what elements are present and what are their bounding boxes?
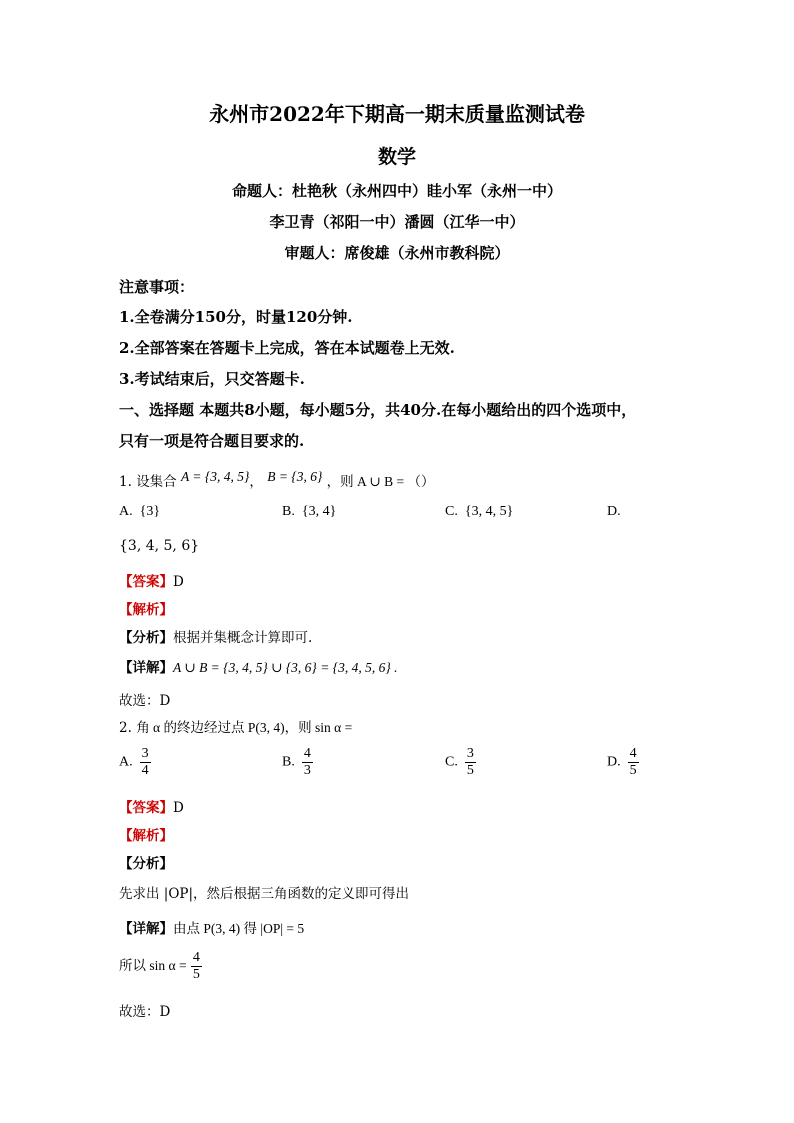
question-1-option-a — [119, 504, 160, 520]
answer-tag: 【答案】 — [119, 800, 173, 816]
section-heading-line-1: 一、选择题 本题共8小题，每小题5分，共40分.在每小题给出的四个选项中， — [119, 401, 637, 419]
exam-title: 永州市2022年下期高一期末质量监测试卷 — [209, 102, 585, 126]
question-1-option-b — [282, 504, 336, 520]
fraction-numerator: 4 — [303, 746, 311, 761]
question-2-stem-text: 角 α 的终边经过点 P(3, 4)，则 sin α = — [136, 720, 353, 735]
detail-tag: 【详解】 — [119, 660, 173, 676]
question-2-conclusion: 故选：D — [119, 1004, 171, 1020]
question-2-stem — [119, 716, 734, 736]
question-2-options — [119, 746, 739, 786]
answer-tag: 【答案】 — [119, 574, 173, 590]
question-2-option-c — [445, 746, 476, 779]
section-heading-line-2: 只有一项是符合题目要求的. — [119, 432, 305, 450]
question-1-set-a: A = {3, 4, 5} — [180, 469, 250, 484]
option-fraction — [140, 746, 151, 779]
fraction-numerator: 4 — [192, 950, 200, 965]
option-fraction — [302, 746, 313, 779]
authors-line-2: 李卫青（祁阳一中）潘圆（江华一中） — [269, 213, 525, 231]
option-label: B. — [282, 754, 295, 770]
question-1-set-b: B = {3, 6} — [267, 469, 323, 484]
question-1-number: 1. — [119, 474, 132, 490]
question-1-option-d-value: {3, 4, 5, 6} — [119, 538, 200, 554]
so-text: 所以 sin α = — [119, 958, 187, 973]
fraction-numerator: 3 — [466, 746, 474, 761]
option-label: B. — [282, 504, 295, 519]
authors-line-1: 命题人：杜艳秋（永州四中）眭小军（永州一中） — [231, 182, 562, 200]
option-label: A. — [119, 754, 133, 770]
fraction-denominator: 4 — [141, 763, 149, 778]
question-2-option-a — [119, 746, 151, 779]
question-2-fenxi-text: 先求出 |OP|，然后根据三角函数的定义即可得出 — [119, 886, 410, 902]
option-value: {3} — [139, 504, 161, 519]
question-2-option-b — [282, 746, 313, 779]
option-fraction — [465, 746, 476, 779]
question-1-options — [119, 504, 739, 528]
fenxi-tag: 【分析】 — [119, 630, 173, 646]
question-1-stem-text: 设集合 — [136, 474, 177, 490]
question-1-stem: 1. 设集合 A = {3, 4, 5}， B = {3, 6} ，则 A ∪ B = （） — [119, 469, 435, 490]
option-label: D. — [607, 754, 621, 770]
notes-item-3: 3.考试结束后，只交答题卡. — [119, 370, 305, 388]
option-label: C. — [445, 754, 458, 770]
question-2-so-line — [119, 950, 734, 983]
reviewer-line: 审题人：席俊雄（永州市教科院） — [284, 244, 510, 262]
question-1-option-d — [607, 504, 621, 520]
fraction-denominator: 3 — [303, 763, 311, 778]
fraction-denominator: 5 — [629, 763, 637, 778]
question-1-answer — [119, 570, 734, 590]
fraction-numerator: 3 — [141, 746, 149, 761]
notes-heading: 注意事项： — [119, 278, 195, 296]
question-2-fenxi-tag: 【分析】 — [119, 856, 173, 872]
option-value: {3, 4, 5} — [464, 504, 514, 519]
option-fraction — [628, 746, 639, 779]
question-2-option-d — [607, 746, 639, 779]
fraction-denominator: 5 — [466, 763, 474, 778]
question-2-detail — [119, 917, 734, 937]
question-1-analysis-tag: 【解析】 — [119, 602, 173, 618]
fraction-denominator: 5 — [192, 967, 200, 982]
question-1-fenxi — [119, 626, 734, 646]
question-2-answer — [119, 796, 734, 816]
question-1-detail — [119, 656, 734, 676]
notes-item-1: 1.全卷满分150分，时量120分钟. — [119, 308, 353, 326]
so-fraction — [191, 950, 202, 983]
option-value: {3, 4} — [301, 504, 337, 519]
detail-tag: 【详解】 — [119, 921, 173, 937]
fenxi-text: 根据并集概念计算即可. — [173, 630, 313, 646]
subject-title: 数学 — [377, 146, 416, 168]
question-2-number: 2. — [119, 720, 132, 736]
option-label: A. — [119, 504, 133, 519]
answer-value: D — [173, 800, 184, 816]
question-2-analysis-tag: 【解析】 — [119, 828, 173, 844]
answer-value: D — [173, 574, 184, 590]
detail-text: A ∪ B = {3, 4, 5} ∪ {3, 6} = {3, 4, 5, 6} . — [173, 660, 398, 675]
notes-item-2: 2.全部答案在答题卡上完成，答在本试题卷上无效. — [119, 339, 455, 357]
option-label: C. — [445, 504, 458, 519]
detail-text: 由点 P(3, 4) 得 |OP| = 5 — [173, 921, 305, 936]
question-1-option-c — [445, 504, 513, 520]
fraction-numerator: 4 — [629, 746, 637, 761]
question-1-ask: ，则 A ∪ B = （） — [326, 474, 435, 489]
question-1-conclusion: 故选：D — [119, 693, 171, 709]
option-label: D. — [607, 504, 621, 519]
